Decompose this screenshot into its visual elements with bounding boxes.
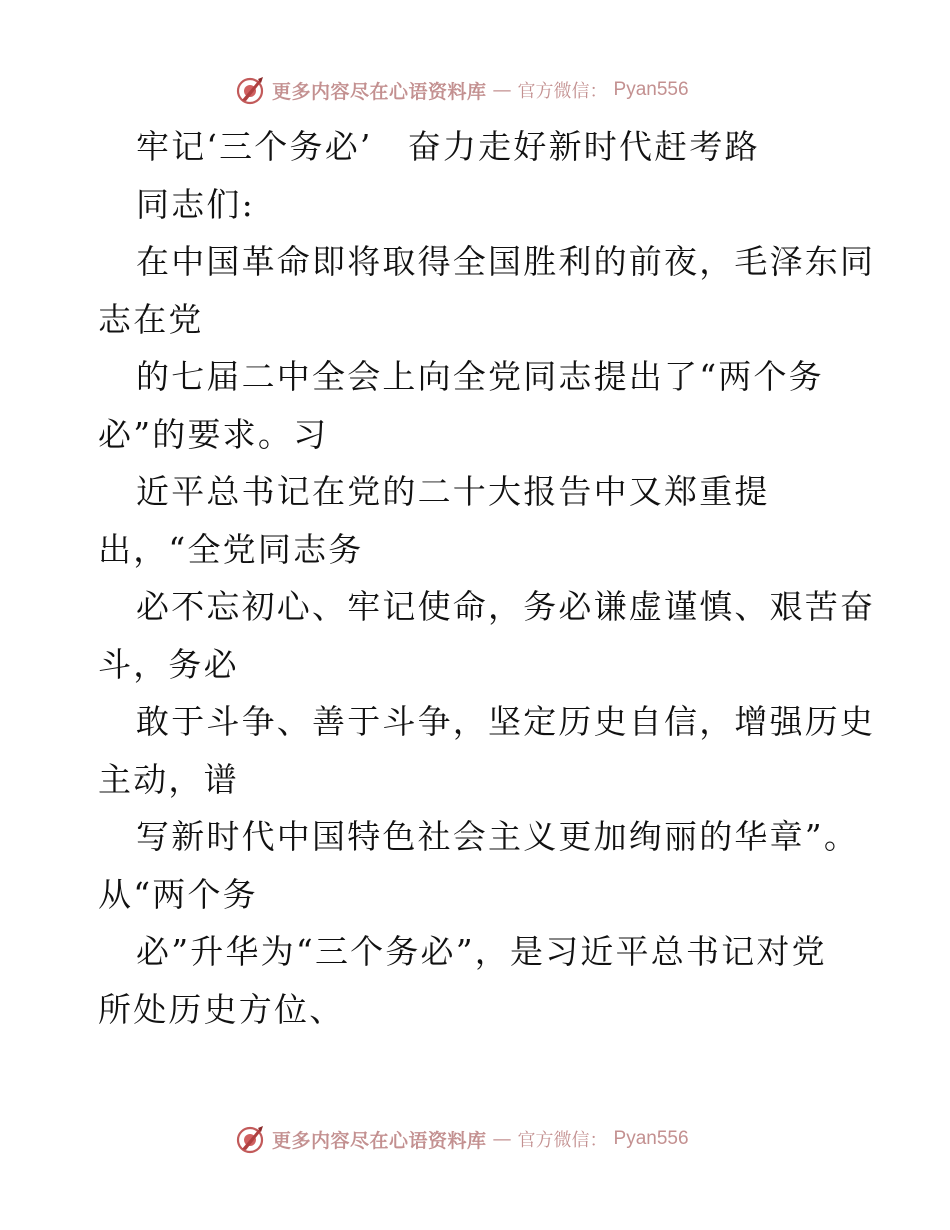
text-line: 的七届二中全会上向全党同志提出了“两个务	[136, 357, 824, 396]
quill-logo-icon	[234, 1123, 266, 1155]
text-line: 斗，务必	[98, 644, 239, 684]
text-line: 志在党	[98, 299, 204, 339]
watermark-wechat-label: 官方微信：	[517, 1130, 608, 1151]
text-line: 写新时代中国特色社会主义更加绚丽的华章”。	[136, 817, 860, 856]
text-line: 从“两个务	[98, 874, 258, 914]
watermark-wechat-id: Pyan556	[613, 79, 689, 100]
watermark-text: 更多内容尽在心语资料库	[272, 80, 487, 103]
text-line: 敢于斗争、善于斗争，坚定历史自信，增强历史	[136, 702, 876, 741]
text-line: 必不忘初心、牢记使命，务必谦虚谨慎、艰苦奋	[136, 587, 876, 626]
watermark-dash: —	[492, 1128, 512, 1150]
text-line: 近平总书记在党的二十大报告中又郑重提	[136, 472, 770, 511]
text-line: 在中国革命即将取得全国胜利的前夜，毛泽东同	[136, 242, 876, 281]
watermark-wechat-id: Pyan556	[613, 1128, 689, 1149]
document-body	[98, 118, 876, 1038]
text-line: 必”的要求。习	[98, 414, 329, 454]
footer-watermark	[234, 1122, 689, 1156]
text-line: 出，“全党同志务	[98, 529, 364, 569]
salutation: 同志们:	[136, 184, 255, 224]
text-line: 所处历史方位、	[98, 989, 345, 1029]
watermark-dash: —	[492, 79, 512, 101]
document-title: 牢记‘三个务必’ 奋力走好新时代赶考路	[136, 127, 760, 166]
text-line: 必”升华为“三个务必”，是习近平总书记对党	[136, 932, 827, 971]
watermark-wechat-label: 官方微信：	[517, 81, 608, 102]
quill-logo-icon	[234, 74, 266, 106]
watermark-text: 更多内容尽在心语资料库	[272, 1129, 487, 1152]
header-watermark	[234, 73, 689, 107]
text-line: 主动，谱	[98, 759, 239, 799]
